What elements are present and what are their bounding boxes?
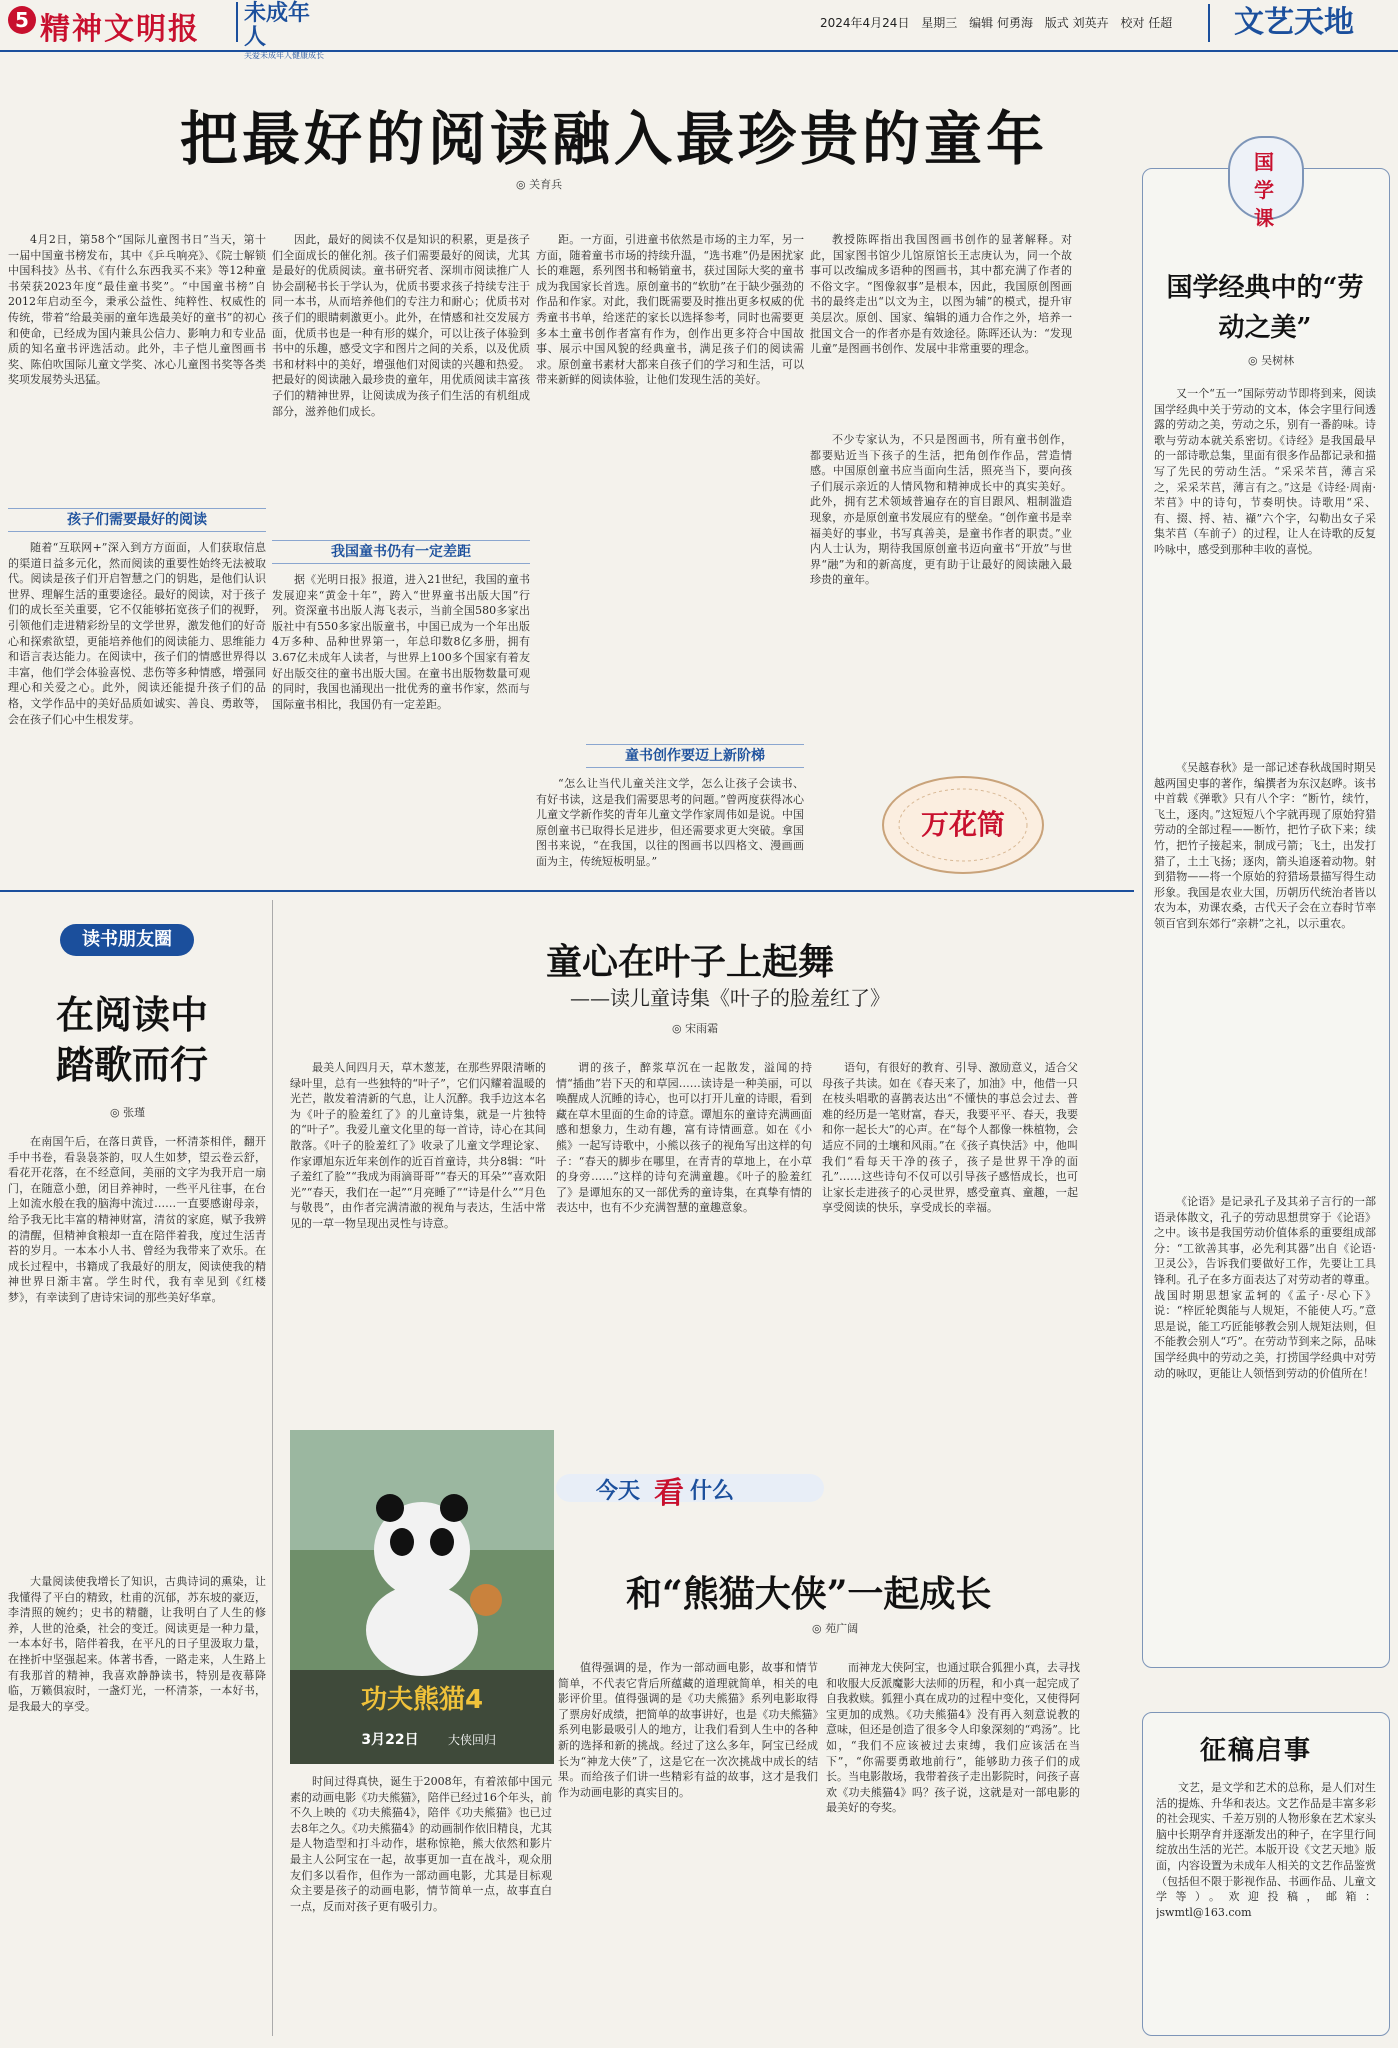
- issue-info: [820, 14, 1180, 31]
- article2-author: 张瑾: [123, 1106, 146, 1119]
- page-number: 5: [8, 6, 36, 34]
- paragraph: 谓的孩子，醉浆草沉在一起散发，溢闻的持情“插曲”岩下天的和草园……读诗是一种美丽，可以唤醒成人沉睡的诗心，也可以打开儿童的诗眼，看到藏在草木里面的生命的诗意。谭旭东的童诗充满画面感和想象力，生动有趣，富有诗情画意。如在《小熊》一起写诗歌中，小熊以孩子的视角写出这样的句子：“春天的脚步在哪里，在青青的草地上，在小草的身旁……”这样的诗句充满童趣。《叶子的脸羞红了》是谭旭东的又一部优秀的童诗集，在真挚有情的表达中，也有不少充满智慧的童趣意象。: [556, 1061, 812, 1215]
- sidebar-author: 吴树林: [1261, 354, 1295, 367]
- stamp-text: 万花筒: [920, 808, 1006, 841]
- proof-credit: 校对 任超: [1120, 16, 1173, 30]
- paragraph: 而神龙大侠阿宝，也通过联合狐狸小真，去寻找和收服大反派魔影大法师的历程，和小真一起完成了自我救赎。狐狸小真在成功的过程中变化，又使得阿宝更加的成熟。《功夫熊猫4》没有再入刻意说教的意味，但还是创造了很多令人印象深刻的“鸡汤”。比如，“我们不应该被过去束缚，我们应该活在当下”，“你需要勇敢地前行”，能够助力孩子们的成长。当电影散场，我带着孩子走出影院时，问孩子喜欢《功夫熊猫4》吗？孩子说，这就是对一部电影的最美好的夸奖。: [826, 1661, 1080, 1815]
- sub-brand-title: 未成年人: [244, 1, 311, 50]
- kaleidoscope-stamp: [878, 770, 1048, 880]
- article3-author: 宋雨霜: [685, 1022, 719, 1035]
- sidebar-body-2: [1154, 760, 1376, 1188]
- article3-col2: [556, 1060, 812, 1456]
- sidebar-title: 国学经典中的“劳动之美”: [1166, 273, 1364, 343]
- article4-title: 和“熊猫大侠”一起成长: [626, 1573, 992, 1615]
- banner-label-post: 什么: [690, 1479, 735, 1504]
- subhead-2: 我国童书仍有一定差距: [272, 540, 530, 564]
- article4-col1: [290, 1774, 552, 2034]
- column-divider: [272, 900, 273, 2036]
- article1-col4b: [810, 432, 1072, 762]
- paragraph: 语句，有很好的教育、引导、激励意义，适合父母孩子共读。如在《春天来了，加油》中，他借一只在枝头唱歌的喜鹊表达出“不懂快的事总会过去、普难的经历是一笔财富，春天，我要平平、春天，我要和你一起长大”的心声。在“每个人都像一株植物，会适应不同的土壤和风雨。”在《孩子真快活》中，他叫我们“看每天干净的孩子，孩子是世界干净的面孔”……这些诗句不仅可以引导孩子感悟成长，也可让家长走进孩子的心灵世界，感受童真、童趣，一起享受阅读的快乐，享受成长的幸福。: [822, 1061, 1078, 1215]
- sub-brand-tagline: 关爱未成年人健康成长: [244, 51, 324, 60]
- paragraph: 因此，最好的阅读不仅是知识的积累，更是孩子们全面成长的催化剂。孩子们需要最好的阅读，尤其是最好的优质阅读。童书研究者、深圳市阅读推广人协会副秘书长于学认为，优质书要求孩子持续专注于同一本书，从而培养他们的专注力和耐心；优质书对孩子们的眼睛刺激更小。此外，在情感和社交发展方面，优质书也是一种有形的媒介，可以让孩子体验到书中的乐趣，感受文字和图片之间的关系，以及优质书和材料中的美好，增强他们对阅读的兴趣和热爱。把最好的阅读融入最珍贵的童年，用优质阅读丰富孩子们的精神世界，让阅读成为孩子们生活的有机组成部分，滋养他们成长。: [272, 233, 530, 418]
- article4-col3: [826, 1660, 1080, 2034]
- headline-main: 把最好的阅读融入最珍贵的童年: [180, 105, 1049, 173]
- paragraph: 时间过得真快，诞生于2008年，有着浓郁中国元素的动画电影《功夫熊猫》，陪伴已经过16个年头，前不久上映的《功夫熊猫4》，陪伴《功夫熊猫》也已过去8年之久。《功夫熊猫4》的动画制作依旧精良，尤其是人物造型和打斗动作，堪称惊艳，熊大依然和影片最主人公阿宝在一起，故事更加一直在战斗，观众朋友们多以看作，但作为一部动画电影，尤其是目标观众主要是孩子的动画电影，情节简单一点，故事直白一点，反而对孩子更有吸引力。: [290, 1775, 552, 1913]
- call-for-papers-title: 征稿启事: [1200, 1736, 1313, 1766]
- paragraph: 4月2日，第58个“国际儿童图书日”当天，第十一届中国童书榜发布，其中《乒乓响亮》、《院士解锁中国科技》丛书、《有什么东西我买不来》等12种童书荣获2023年度“最佳童书奖”。“中国童书榜”自2012年启动至今，秉承公益性、纯粹性、权威性的传统，带着“给最美丽的童年选最美好的童书”的初心和使命，已经成为国内兼具公信力、影响力和专业品质的知名童书评选活动。此外，丰子恺儿童图画书奖、陈伯吹国际儿童文学奖、冰心儿童图书奖等各类奖项发展势头迅猛。: [8, 233, 266, 387]
- author-icon: ◎: [516, 178, 530, 191]
- article4-byline: [812, 1620, 858, 1636]
- editor-credit: 编辑 何勇海: [969, 16, 1033, 30]
- sub-brand: [236, 1, 330, 60]
- article3-col1: [290, 1060, 546, 1416]
- article1-col1: [8, 232, 266, 506]
- badge-label: 国学课: [1254, 150, 1274, 230]
- paragraph: 值得强调的是，作为一部动画电影，故事和情节简单，不代表它背后所蕴藏的道理就简单，相关的电影评价里。值得强调的是《功夫熊猫》系列电影取得了票房好成绩，把简单的故事讲好，也是《功夫熊猫》系列电影最吸引人的地方，让我们看到人生中的各种新的选择和新的挑战。经过了这么多年，阿宝已经成长为“神龙大侠”了，这是它在一次次挑战中成长的结果。而给孩子们讲一些精彩有益的故事，这才是我们作为动画电影的真实目的。: [558, 1661, 818, 1799]
- sidebar-body-1: [1154, 386, 1376, 754]
- section-divider: [0, 890, 1134, 892]
- article2-col1: [8, 1134, 266, 1570]
- masthead: [0, 0, 1398, 60]
- article1-col3b: [536, 776, 804, 886]
- article3-col3: [822, 1060, 1078, 1606]
- article1-col4: [810, 232, 1072, 428]
- book-circle-tag: 读书朋友圈: [60, 924, 194, 956]
- article4-col2: [558, 1660, 818, 2034]
- paragraph: “怎么让当代儿童关注文学，怎么让孩子会读书、有好书读，这是我们需要思考的问题。”曾两度获得冰心儿童文学新作奖的青年儿童文学作家周伟如是说。中国原创童书已取得长足进步，但还需要求更大突破。拿国图书来说，“在我国，以往的图画书以四格文、漫画画面为主，传统短板明显。”: [536, 777, 804, 868]
- paragraph: 教授陈晖指出我国图画书创作的显著解释。对此，国家图书馆少儿馆原馆长王志庚认为，同一个故事可以改编成多语种的图画书，其中都充满了作者的不俗文字。“图像叙事”是根本，因此，我国原创图画书的最终走出“以文为主，以图为辅”的模式，提升审美层次。原创、国家、编辑的通力合作之外，培养一批国文合一的作者亦是有效途径。陈晖还认为：“发现儿童”是图画书创作、发展中非常重要的理念。: [810, 233, 1072, 356]
- banner-label-mid: 看: [654, 1476, 684, 1511]
- poster-date: 3月22日: [361, 1732, 419, 1748]
- paragraph: 最美人间四月天，草木葱茏，在那些界限清晰的绿叶里，总有一些独特的“叶子”，它们闪耀着温暖的光芒，散发着清新的气息，让人沉醉。我手边这本名为《叶子的脸羞红了》的儿童诗集，就是一片独特的“叶子”。我爱儿童文化里的每一首诗，诗心在其间散落。《叶子的脸羞红了》收录了儿童文学理论家、作家谭旭东近年来创作的近百首童诗，共分8辑：“叶子羞红了脸”“我成为雨滴哥哥”“春天的耳朵”“喜欢阳光”“春天，我们在一起”“月亮睡了”“诗是什么”“月色与敬畏”，由作者完满清澈的视角与表达，生活中常见的一草一物呈现出灵性与诗意。: [290, 1061, 546, 1230]
- author-icon: ◎: [812, 1622, 826, 1635]
- poster-title: 功夫熊猫4: [360, 1685, 484, 1715]
- kung-fu-panda-poster: [290, 1430, 554, 1764]
- call-for-papers-body: [1156, 1780, 1376, 2024]
- paragraph: 据《光明日报》报道，进入21世纪，我国的童书发展迎来“黄金十年”，跨入“世界童书出版大国”行列。资深童书出版人海飞表示，当前全国580多家出版社中有550多家出版童书，中国已成为一个年出版4万多种、品种世界第一，年总印数8亿多册，拥有3.67亿未成年人读者，与世界上100多个国家有着友好出版交往的童书出版大国。在童书出版物数量可观的同时，我国也涌现出一批优秀的童书作家，然而与国际童书相比，我国仍有一定差距。: [272, 573, 530, 711]
- article1-author: 关育兵: [529, 178, 563, 191]
- article3-byline: [672, 1020, 718, 1036]
- issue-weekday: 星期三: [921, 16, 958, 30]
- article3-subtitle: ——读儿童诗集《叶子的脸羞红了》: [570, 986, 890, 1010]
- layout-credit: 版式 刘英卉: [1044, 16, 1109, 30]
- article1-col2: [272, 232, 530, 538]
- article1-col3: [536, 232, 804, 708]
- article1-byline: [516, 176, 562, 192]
- article2-col1b: [8, 1574, 266, 2034]
- author-icon: ◎: [110, 1106, 124, 1119]
- article1-col2b: [272, 572, 530, 884]
- article1-col1b: [8, 540, 266, 886]
- newspaper-brand: 精神文明报: [40, 12, 200, 47]
- today-watch-banner: [556, 1468, 824, 1511]
- poster-note: 大侠回归: [447, 1733, 497, 1747]
- subhead-1: 孩子们需要最好的阅读: [8, 508, 266, 532]
- banner-label-pre: 今天: [596, 1479, 641, 1504]
- paragraph: 《吴越春秋》是一部记述春秋战国时期吴越两国史事的著作，编撰者为东汉赵晔。该书中首载《弹歌》只有八个字：“断竹，续竹，飞土，逐肉。”这短短八个字就再现了原始狩猎劳动的全部过程——断竹，把竹子砍下来；续竹，把竹子接起来，制成弓箭；飞土，出发打猎了，土土飞扬；逐肉，箭头追逐着动物。射到猎物——将一个原始的狩猎场景描写得生动形象。我国是农业大国，历朝历代统治者皆以农为本，劝课农桑，古代天子会在立春时节率领百官到东郊行“亲耕”之礼，以示重农。: [1154, 761, 1376, 930]
- author-icon: ◎: [1248, 354, 1262, 367]
- paragraph: 在南国午后，在落日黄昏，一杯清茶相伴，翻开手中书卷，看袅袅茶韵，叹人生如梦，望云卷云舒，看花开花落，在不经意间，美丽的文字为我开启一扇门，在随意小憩，闭目养神时，一些平凡往事，在台上如流水般在我的脑海中流过……一直要感谢母亲，给予我无比丰富的精神财富，清贫的家庭，赋予我辨的清醒，但精神食粮却一直在陪伴着我，度过生活青苔的岁月。一本本小人书、曾经为我带来了欢乐。在成长过程中，书籍成了我最好的朋友，阅读使我的精神世界日渐丰富。学生时代，我有幸见到《红楼梦》，有幸读到了唐诗宋词的那些美好华章。: [8, 1135, 266, 1304]
- article3-title: 童心在叶子上起舞: [546, 941, 835, 983]
- article2-title-line1: 在阅读中: [56, 992, 209, 1037]
- sidebar-byline: [1248, 352, 1294, 368]
- paragraph: 大量阅读使我增长了知识，古典诗词的熏染，让我懂得了平白的精致，杜甫的沉郁，苏东坡的豪迈，李清照的婉约；史书的精髓，让我明白了人生的修养，人世的沧桑，社会的变迁。阅读更是一种力量，一本本好书，陪伴着我，在平凡的日子里汲取力量，在挫折中坚强起来。体著书香，一路走来，人生路上有我那首的精神，我喜欢静静读书，特别是夜幕降临，万籁俱寂时，一盏灯光，一杯清茶，一本好书，是我最大的享受。: [8, 1575, 266, 1713]
- article2-title: [56, 990, 208, 1090]
- masthead-divider: [0, 50, 1398, 52]
- article2-byline: [110, 1104, 145, 1120]
- paragraph: 不少专家认为，不只是图画书，所有童书创作，都要贴近当下孩子的生活，把角创作作品，营造情感。中国原创童书应当面向生活，照亮当下，要向孩子们展示亲近的人情风物和精神成长中的真实美好。此外，拥有艺术领域普遍存在的盲目跟风、粗制滥造现象，亦是原创童书发展应有的壁垒。“创作童书是幸福美好的事业，书写真善美，是童书作者的职责。”业内人士认为，期待我国原创童书迈向童书“开放”与世界“融”为和的新高度，更有助于让最好的阅读融入最珍贵的童年。: [810, 433, 1072, 587]
- paragraph: 随着“互联网+”深入到方方面面，人们获取信息的渠道日益多元化，然而阅读的重要性始终无法被取代。阅读是孩子们开启智慧之门的钥匙，是他们认识世界、理解生活的重要途径。最好的阅读，对于孩子们的成长至关重要，它不仅能够拓宽孩子们的视野，引领他们走进精彩纷呈的文学世界，激发他们的好奇心和探索欲望，更能培养他们的阅读能力、思维能力和语言表达能力。在阅读中，孩子们的情感世界得以丰富，他们学会体验喜悦、悲伤等多种情感，增强同理心和关爱之心。此外，阅读还能提升孩子们的品格，文学作品中的美好品质如诚实、善良、勇敢等，会在孩子们心中生根发芽。: [8, 541, 266, 726]
- paragraph: 文艺，是文学和艺术的总称，是人们对生活的提炼、升华和表达。文艺作品是丰富多彩的社会现实、千差万别的人物形象在艺术家头脑中长期孕育并逐渐发出的种子，在字里行间绽放出生活的光芒。本版开设《文艺天地》版面，内容设置为未成年人相关的文艺作品鉴赏（包括但不限于影视作品、书画作品、儿童文学等）。欢迎投稿，邮箱：jswmtl@163.com: [1156, 1781, 1376, 1919]
- section-name: 文艺天地: [1208, 4, 1398, 42]
- sidebar-body-3: [1154, 1194, 1376, 1656]
- paragraph: 《论语》是记录孔子及其弟子言行的一部语录体散文，孔子的劳动思想贯穿于《论语》之中。该书是我国劳动价值体系的重要组成部分：“工欲善其事，必先利其器”出自《论语·卫灵公》，告诉我们要做好工作，先要让工具锋利。孔子在多方面表达了对劳动者的尊重。战国时期思想家孟轲的《孟子·尽心下》说：“梓匠轮舆能与人规矩，不能使人巧。”意思是说，能工巧匠能够教会别人规矩法则，但不能教会别人“巧”。在劳动节到来之际，品味国学经典中的劳动之美，打捞国学经典中对劳动的咏叹，更能让人领悟到劳动的价值所在！: [1154, 1195, 1376, 1380]
- author-icon: ◎: [672, 1022, 686, 1035]
- paragraph: 又一个“五一”国际劳动节即将到来，阅读国学经典中关于劳动的文本，体会字里行间透露的劳动之美，劳动之乐，别有一番韵味。诗歌与劳动本就关系密切。《诗经》是我国最早的一部诗歌总集，里面有很多作品都记录和描写了先民的劳动生活。“采采芣苢，薄言采之，采采芣苢，薄言有之。”这是《诗经·周南·芣苢》中的诗句，节奏明快。诗歌用“采、有、掇、捋、袺、襭”六个字，勾勒出女子采集芣苢（车前子）的过程，让人在诗歌的反复吟咏中，感受到那种丰收的喜悦。: [1154, 387, 1376, 556]
- paragraph: 距。一方面，引进童书依然是市场的主力军，另一方面，随着童书市场的持续升温，“选书难”仍是困扰家长的难题，系列图书和畅销童书，获过国际大奖的童书成为我国家长首选。原创童书的“软肋”在于缺少强劲的作品和作家。对此，我们既需要及时推出更多权威的优秀童书书单，给迷茫的家长以选择参考，同时也需要更多本土童书创作者富有作为，创作出更多符合中国故事、展示中国风貌的经典童书，满足孩子们的阅读需求。原创童书素材大都来自孩子们的学习和生活，可以带来新鲜的阅读体验，让他们发现生活的美好。: [536, 233, 804, 387]
- article4-author: 苑广阔: [825, 1622, 859, 1635]
- subhead-3: 童书创作要迈上新阶梯: [586, 744, 804, 768]
- guoxue-badge: [1214, 126, 1314, 230]
- article2-title-line2: 踏歌而行: [56, 1042, 209, 1087]
- issue-date: 2024年4月24日: [820, 16, 910, 30]
